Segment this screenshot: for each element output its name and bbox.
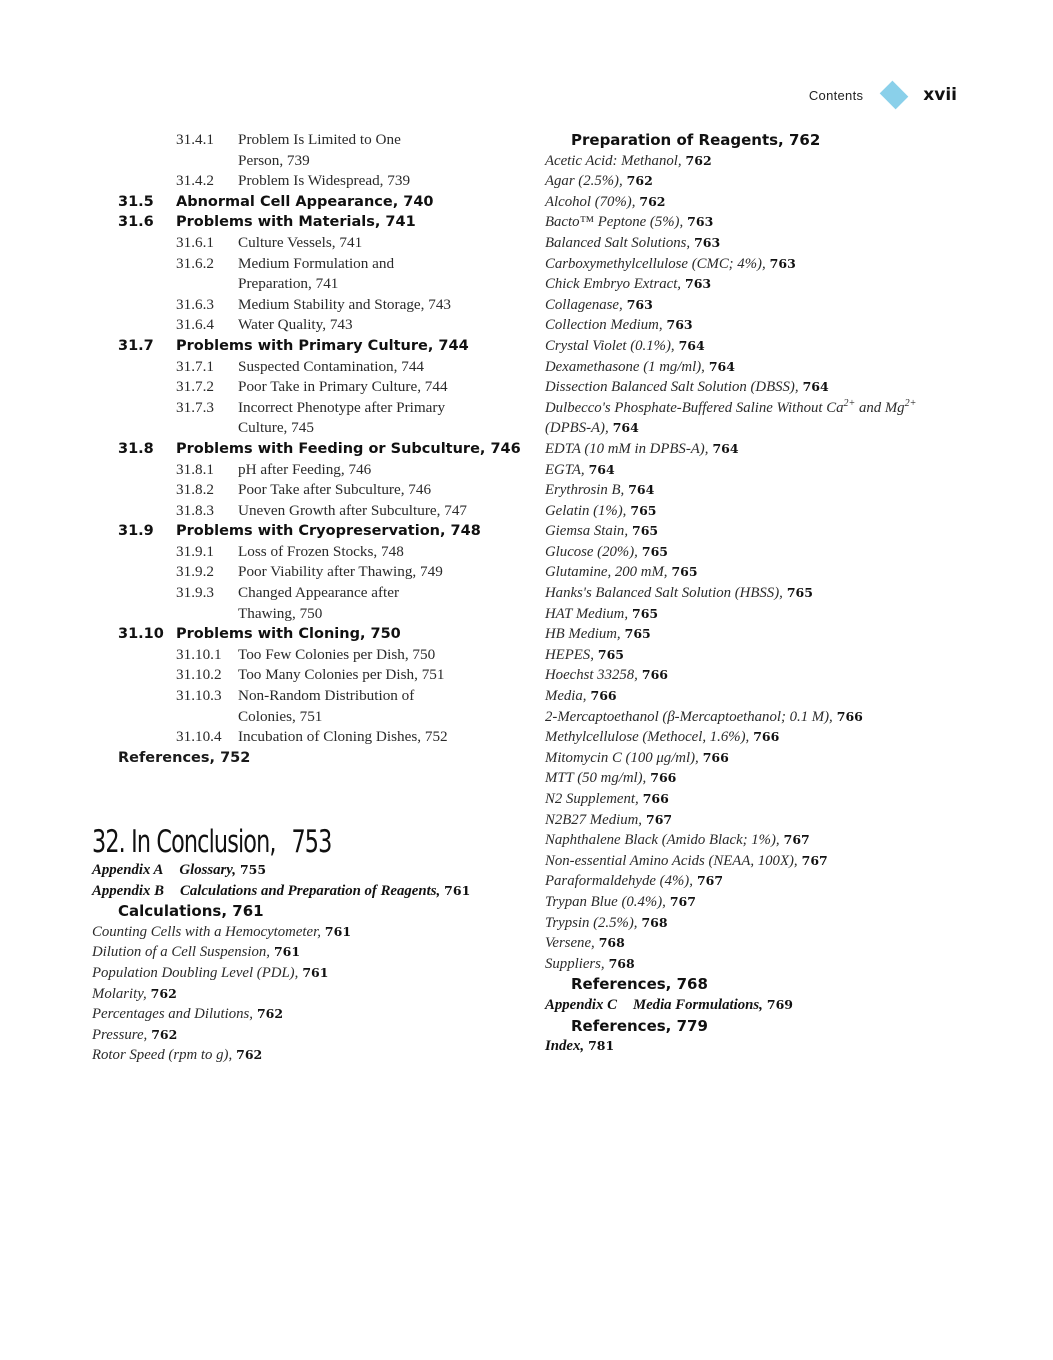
section-number: 31.8 — [118, 440, 154, 457]
section-title: Too Few Colonies per Dish, 750 — [238, 645, 436, 663]
toc-entry — [545, 707, 965, 728]
toc-entry — [545, 830, 965, 851]
appendix-title: Index, — [545, 1038, 585, 1055]
entry-title: Dexamethasone (1 mg/ml), — [545, 358, 705, 375]
entry-page: 765 — [597, 646, 624, 662]
entry-page: 765 — [641, 543, 668, 559]
entry-title: EGTA, — [545, 461, 585, 478]
section-title: Problems with Cryopreservation, 748 — [176, 523, 481, 540]
section-title: Non-Random Distribution of — [238, 687, 415, 705]
entry-title: and Mg — [855, 399, 905, 416]
entry-page: 761 — [273, 944, 301, 960]
toc-entry — [545, 192, 965, 213]
toc-entry — [545, 377, 965, 398]
toc-entry — [545, 995, 965, 1016]
entry-title: Bacto™ Peptone (5%), — [545, 214, 684, 231]
appendix-label: Appendix B — [92, 882, 164, 899]
entry-page: 766 — [590, 688, 617, 704]
toc-entry — [545, 748, 965, 769]
toc-entry — [545, 789, 965, 810]
toc-entry — [545, 871, 965, 892]
section-number: 31.10.3 — [176, 687, 222, 705]
section-title: Uneven Growth after Subculture, 747 — [238, 501, 468, 519]
toc-entry — [545, 562, 965, 583]
appendix-title: Calculations and Preparation of Reagents, — [179, 882, 441, 899]
entry-title: Trypan Blue (0.4%), — [545, 893, 666, 910]
entry-title: Rotor Speed (rpm to g), — [92, 1047, 233, 1064]
entry-title: MTT (50 mg/ml), — [545, 770, 647, 787]
entry-page: 762 — [150, 985, 177, 1001]
toc-entry — [545, 1036, 965, 1057]
toc-entry — [545, 418, 965, 439]
toc-entry — [118, 624, 538, 645]
toc-entry — [118, 686, 538, 707]
entry-page: 768 — [641, 914, 668, 930]
appendix-page: 781 — [588, 1038, 615, 1054]
section-title: Abnormal Cell Appearance, 740 — [176, 193, 434, 210]
toc-entry — [545, 768, 965, 789]
toc-entry — [545, 233, 965, 254]
toc-entry — [118, 233, 538, 254]
toc-entry — [545, 357, 965, 378]
appendix-page: 769 — [766, 996, 793, 1012]
section-title: Changed Appearance after — [238, 584, 400, 602]
entry-title: Giemsa Stain, — [545, 523, 629, 540]
toc-entry — [118, 707, 538, 728]
entry-title: 2-Mercaptoethanol (β-Mercaptoethanol; 0.1 M), — [545, 708, 833, 725]
toc-entry — [545, 974, 965, 995]
section-number: 31.4.2 — [176, 172, 214, 190]
entry-page: 767 — [696, 873, 724, 889]
entry-title: Paraformaldehyde (4%), — [545, 873, 693, 890]
entry-page: 765 — [786, 585, 813, 601]
entry-page: 764 — [588, 461, 615, 477]
toc-entry — [545, 933, 965, 954]
section-number: 31.6.2 — [176, 254, 214, 272]
superscript: 2+ — [843, 397, 856, 409]
toc-entry — [118, 130, 538, 151]
section-number: 31.7 — [118, 337, 154, 354]
entry-title: Collection Medium, — [545, 317, 663, 334]
toc-entry — [118, 604, 538, 625]
entry-text: References, 752 — [118, 749, 251, 766]
toc-entry — [92, 1004, 532, 1025]
entry-title: Carboxymethylcellulose (CMC; 4%), — [545, 255, 766, 272]
subsection-heading: References, 768 — [571, 975, 708, 994]
section-title: Problems with Materials, 741 — [176, 214, 416, 231]
toc-entry — [545, 212, 965, 233]
toc-entry — [118, 480, 538, 501]
appendix-title: Media Formulations, — [632, 996, 763, 1013]
entry-title: Media, — [545, 688, 587, 705]
toc-entry — [118, 171, 538, 192]
entry-title: Glutamine, 200 mM, — [545, 564, 668, 581]
toc-entry — [545, 542, 965, 563]
section-number: 31.8.2 — [176, 481, 214, 499]
entry-page: 764 — [612, 420, 639, 436]
entry-page: 766 — [836, 708, 863, 724]
appendix-list — [92, 860, 532, 1066]
entry-page: 764 — [712, 440, 739, 456]
entry-title: Erythrosin B, — [545, 482, 625, 499]
chapter-page: 753 — [291, 824, 332, 860]
section-title: Suspected Contamination, 744 — [238, 357, 425, 375]
toc-entry — [92, 1025, 532, 1046]
toc-entry — [92, 922, 532, 943]
section-number: 31.9.3 — [176, 584, 214, 602]
section-title: pH after Feeding, 746 — [238, 460, 372, 478]
toc-entry — [545, 480, 965, 501]
entry-page: 768 — [598, 935, 625, 951]
section-title: Poor Viability after Thawing, 749 — [238, 563, 443, 581]
entry-page: 768 — [608, 955, 635, 971]
toc-entry — [545, 913, 965, 934]
entry-page: 762 — [626, 173, 653, 189]
toc-entry — [118, 336, 538, 357]
entry-text: Person, 739 — [238, 151, 310, 169]
section-title: Culture Vessels, 741 — [238, 233, 363, 251]
toc-entry — [545, 645, 965, 666]
toc-entry — [92, 901, 532, 922]
entry-page: 765 — [624, 626, 651, 642]
running-header-label: Contents — [808, 87, 864, 103]
entry-title: Hoechst 33258, — [545, 667, 638, 684]
toc-entry — [545, 521, 965, 542]
appendix-page: 755 — [239, 862, 267, 877]
toc-entry — [545, 315, 965, 336]
entry-title: HAT Medium, — [545, 605, 629, 622]
page-folio: xvii — [923, 85, 957, 105]
appendix-title: Glossary, — [179, 862, 236, 878]
section-title: Medium Stability and Storage, 743 — [238, 295, 452, 313]
toc-entry — [118, 748, 538, 769]
entry-title: Chick Embryo Extract, — [545, 276, 682, 293]
toc-entry — [118, 727, 538, 748]
entry-title: Gelatin (1%), — [545, 502, 627, 519]
entry-text: Thawing, 750 — [238, 604, 323, 622]
entry-title: Counting Cells with a Hemocytometer, — [92, 923, 321, 940]
toc-entry — [118, 562, 538, 583]
section-number: 31.7.2 — [176, 378, 214, 396]
section-number: 31.6.3 — [176, 295, 214, 313]
section-number: 31.6.1 — [176, 233, 214, 251]
toc-entry — [545, 665, 965, 686]
toc-entry — [545, 171, 965, 192]
section-number: 31.4.1 — [176, 131, 214, 148]
entry-title: Crystal Violet (0.1%), — [545, 337, 675, 354]
appendix-label: Appendix A — [92, 862, 164, 878]
toc-entry — [118, 583, 538, 604]
toc-entry — [118, 151, 538, 172]
entry-text: Colonies, 751 — [238, 707, 323, 725]
section-number: 31.7.1 — [176, 357, 214, 375]
entry-page: 764 — [802, 379, 829, 395]
toc-entry — [118, 212, 538, 233]
entry-page: 766 — [641, 667, 668, 683]
toc-entry — [118, 377, 538, 398]
toc-entry — [545, 727, 965, 748]
entry-page: 765 — [632, 605, 659, 621]
entry-page: 766 — [702, 749, 729, 765]
toc-entry — [118, 665, 538, 686]
diamond-icon — [880, 81, 909, 110]
entry-page: 766 — [753, 729, 780, 745]
appendix-page: 761 — [444, 882, 471, 898]
entry-title: Mitomycin C (100 μg/ml), — [545, 749, 699, 766]
section-title: Poor Take in Primary Culture, 744 — [238, 378, 448, 396]
chapter-heading — [92, 824, 331, 860]
toc-entry — [118, 439, 538, 460]
entry-title: Alcohol (70%), — [545, 193, 636, 210]
toc-entry — [545, 583, 965, 604]
toc-entry — [118, 501, 538, 522]
section-title: Loss of Frozen Stocks, 748 — [238, 542, 404, 560]
entry-page: 763 — [685, 276, 712, 292]
entry-page: 762 — [685, 152, 712, 168]
toc-entry — [545, 151, 965, 172]
entry-page: 763 — [769, 255, 796, 271]
toc-entry — [545, 460, 965, 481]
toc-entry — [92, 984, 532, 1005]
entry-title: Balanced Salt Solutions, — [545, 234, 691, 251]
entry-page: 761 — [324, 923, 352, 939]
toc-entry — [118, 521, 538, 542]
entry-title: Trypsin (2.5%), — [545, 914, 638, 931]
toc-entry — [92, 942, 532, 963]
section-title: Poor Take after Subculture, 746 — [238, 481, 432, 499]
toc-entry — [118, 357, 538, 378]
entry-title: Molarity, — [92, 985, 147, 1002]
section-number: 31.5 — [118, 193, 154, 210]
entry-page: 762 — [236, 1047, 263, 1063]
entry-title: Dilution of a Cell Suspension, — [92, 944, 270, 961]
section-number: 31.9 — [118, 523, 154, 540]
entry-page: 763 — [694, 234, 721, 250]
toc-entry — [118, 542, 538, 563]
section-title: Problem Is Widespread, 739 — [238, 172, 411, 190]
entry-title: Acetic Acid: Methanol, — [545, 152, 682, 169]
entry-title: Versene, — [545, 935, 595, 952]
entry-title: N2 Supplement, — [545, 791, 639, 807]
toc-entry — [92, 1045, 532, 1066]
toc-entry — [545, 254, 965, 275]
entry-page: 767 — [669, 893, 696, 909]
toc-entry — [545, 851, 965, 872]
section-number: 31.9.2 — [176, 563, 214, 581]
entry-page: 762 — [256, 1006, 284, 1022]
section-number: 31.10 — [118, 626, 164, 643]
toc-entry — [92, 860, 532, 881]
entry-title: Dissection Balanced Salt Solution (DBSS), — [545, 379, 799, 396]
running-header — [809, 82, 957, 108]
entry-title: Non-essential Amino Acids (NEAA, 100X), — [545, 852, 798, 869]
section-title: Incorrect Phenotype after Primary — [238, 398, 446, 416]
entry-title: Collagenase, — [545, 296, 623, 313]
entry-page: 765 — [630, 502, 657, 518]
entry-title: HEPES, — [545, 646, 594, 663]
toc-entry — [118, 460, 538, 481]
entry-page: 763 — [687, 214, 714, 230]
entry-title: Naphthalene Black (Amido Black; 1%), — [545, 832, 780, 849]
section-number: 31.10.2 — [176, 666, 222, 684]
entry-page: 766 — [642, 791, 669, 806]
entry-page: 761 — [302, 964, 329, 980]
section-title: Problems with Cloning, 750 — [176, 626, 401, 643]
entry-page: 764 — [678, 337, 705, 353]
section-title: Problems with Feeding or Subculture, 746 — [176, 440, 521, 457]
subsection-heading: References, 779 — [571, 1016, 708, 1035]
section-number: 31.7.3 — [176, 398, 214, 416]
toc-entry — [545, 604, 965, 625]
toc-entry — [545, 501, 965, 522]
entry-title: Dulbecco's Phosphate-Buffered Saline Without Ca — [545, 399, 844, 416]
entry-page: 762 — [639, 193, 666, 209]
superscript: 2+ — [904, 397, 917, 409]
entry-text: Culture, 745 — [238, 419, 314, 437]
entry-title: (DPBS-A), — [545, 420, 609, 437]
toc-entry — [545, 295, 965, 316]
section-number: 31.10.4 — [176, 728, 222, 746]
entry-title: Glucose (20%), — [545, 543, 638, 560]
subsection-heading: Calculations, 761 — [118, 902, 264, 921]
entry-text: Preparation, 741 — [238, 275, 339, 293]
section-number: 31.8.1 — [176, 460, 214, 478]
toc-entry — [118, 418, 538, 439]
entry-title: Agar (2.5%), — [545, 173, 623, 190]
section-title: Too Many Colonies per Dish, 751 — [238, 666, 445, 684]
toc-entry — [118, 645, 538, 666]
section-number: 31.8.3 — [176, 501, 214, 519]
toc-entry — [545, 624, 965, 645]
toc-entry — [545, 810, 965, 831]
toc-entry — [545, 398, 965, 419]
section-title: Problem Is Limited to One — [238, 131, 401, 148]
entry-page: 763 — [666, 317, 693, 333]
toc-entry — [545, 336, 965, 357]
entry-title: Population Doubling Level (PDL), — [92, 964, 299, 981]
left-toc-column — [118, 130, 538, 768]
entry-page: 767 — [783, 832, 810, 848]
toc-entry — [545, 439, 965, 460]
toc-entry — [545, 130, 965, 151]
section-number: 31.6.4 — [176, 316, 214, 334]
entry-title: EDTA (10 mM in DPBS-A), — [545, 440, 709, 457]
toc-entry — [545, 892, 965, 913]
toc-entry — [545, 1016, 965, 1037]
section-number: 31.9.1 — [176, 542, 214, 560]
toc-entry — [118, 254, 538, 275]
section-title: Problems with Primary Culture, 744 — [176, 337, 469, 354]
right-toc-column — [545, 130, 965, 1057]
toc-entry — [118, 315, 538, 336]
toc-entry — [118, 295, 538, 316]
toc-entry — [118, 274, 538, 295]
entry-page: 765 — [671, 564, 698, 580]
entry-title: Suppliers, — [545, 955, 605, 972]
entry-page: 763 — [626, 296, 653, 312]
section-title: Incubation of Cloning Dishes, 752 — [238, 728, 448, 746]
entry-page: 767 — [801, 852, 828, 868]
entry-title: Methylcellulose (Methocel, 1.6%), — [545, 729, 750, 746]
toc-entry — [545, 954, 965, 975]
toc-entry — [118, 192, 538, 213]
toc-entry — [118, 398, 538, 419]
entry-title: N2B27 Medium, — [545, 811, 642, 828]
section-number: 31.6 — [118, 214, 154, 231]
entry-page: 767 — [646, 811, 673, 827]
entry-page: 766 — [650, 770, 677, 786]
entry-title: Hanks's Balanced Salt Solution (HBSS), — [545, 585, 783, 602]
toc-entry — [545, 274, 965, 295]
toc-entry — [545, 686, 965, 707]
toc-entry — [92, 963, 532, 984]
entry-title: Percentages and Dilutions, — [92, 1006, 253, 1023]
section-title: Water Quality, 743 — [238, 316, 353, 334]
entry-page: 764 — [628, 482, 655, 498]
entry-page: 764 — [708, 358, 735, 374]
entry-page: 765 — [632, 523, 659, 539]
entry-title: HB Medium, — [545, 626, 621, 643]
section-title: Medium Formulation and — [238, 254, 395, 272]
toc-entry — [92, 881, 532, 902]
section-number: 31.10.1 — [176, 645, 222, 663]
appendix-label: Appendix C — [545, 996, 617, 1013]
chapter-title: 32. In Conclusion, — [92, 824, 276, 860]
entry-title: Pressure, — [92, 1026, 148, 1043]
entry-page: 762 — [151, 1026, 178, 1042]
subsection-heading: Preparation of Reagents, 762 — [571, 131, 821, 149]
